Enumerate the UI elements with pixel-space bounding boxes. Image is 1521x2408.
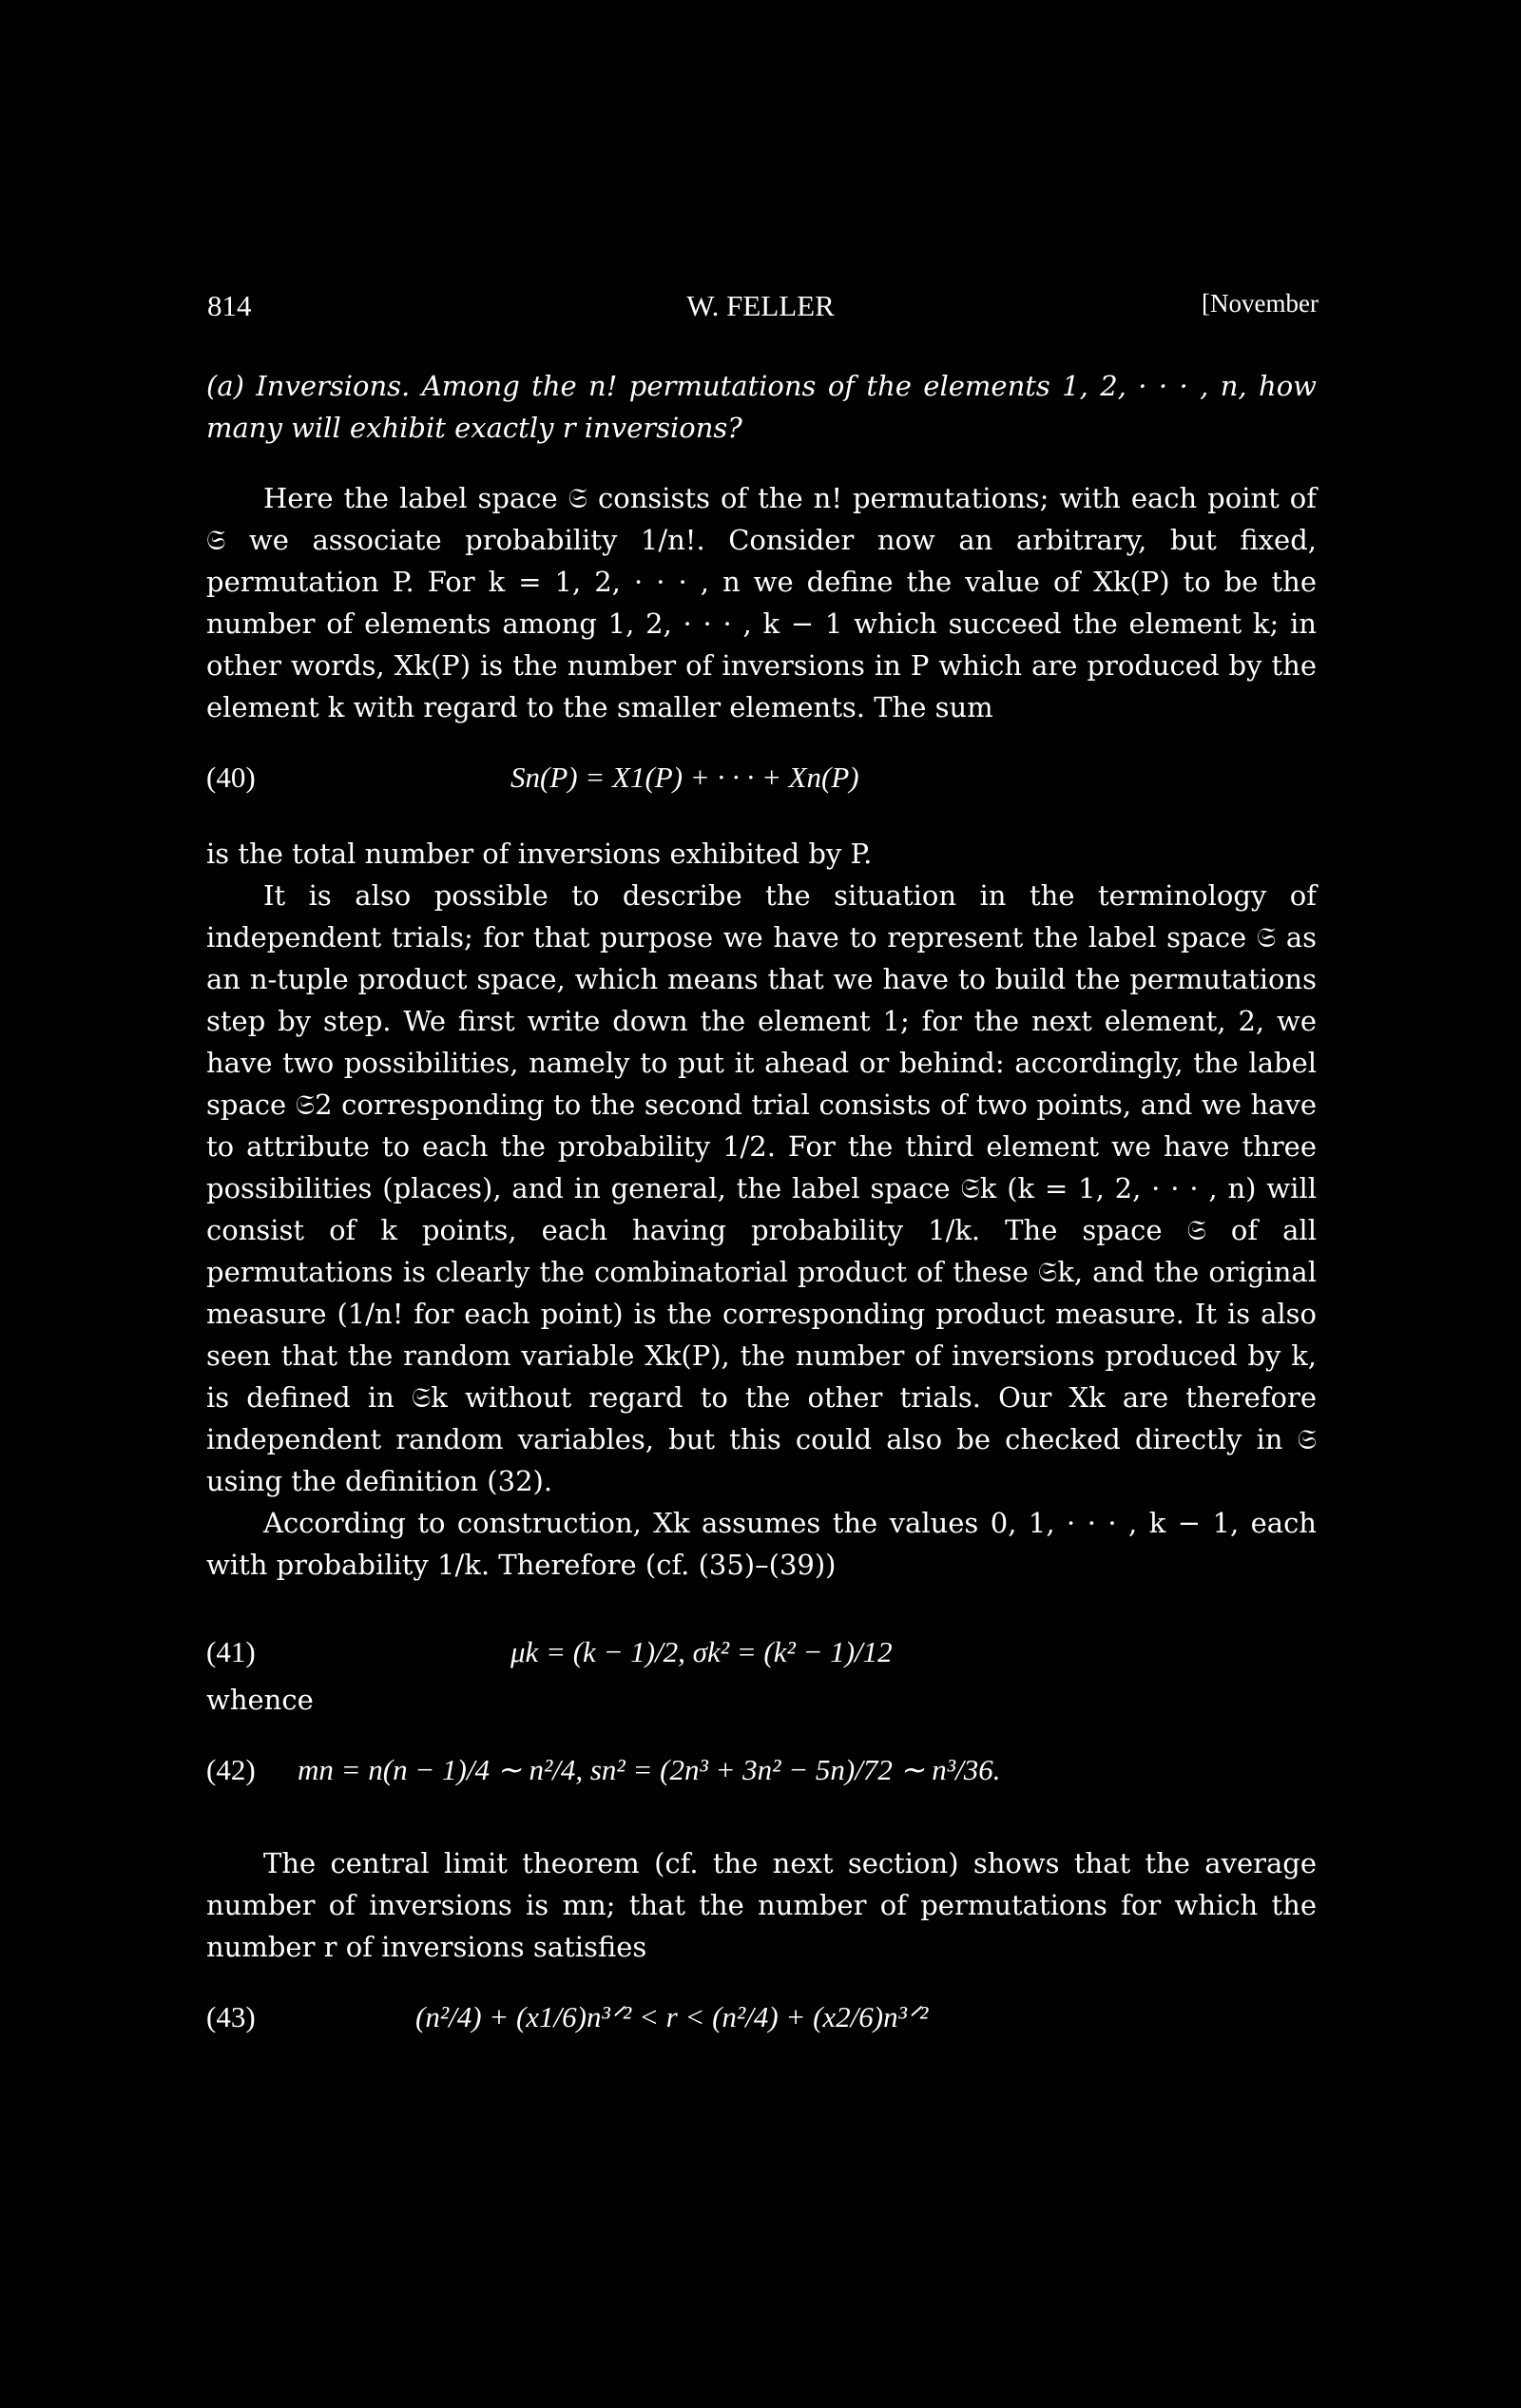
equation-43 [206, 1996, 1317, 2044]
running-head-author: W. FELLER [686, 289, 835, 322]
running-head-date: [November [1202, 289, 1319, 318]
equation-41 [206, 1631, 1317, 1679]
paragraph-independent-trials: It is also possible to describe the situation in the terminology of independent trials; for that purpose we have to represent the label space 𝔖 as an n-tuple product space, which means that we have to build the permutations step by step. We first write down the element 1; for the next element, 2, we have two possibilities, namely to put it ahead or behind: accordingly, the label space 𝔖2 corresponding to the second trial consists of two points, and we have to attribute to each the probability 1/2. For the third element we have three possibilities (places), and in general, the label space 𝔖k (k = 1, 2, · · · , n) will consist of k points, each having probability 1/k. The space 𝔖 of all permutations is clearly the combinatorial product of these 𝔖k, and the original measure (1/n! for each point) is the corresponding product measure. It is also seen that the random variable Xk(P), the number of inversions produced by k, is defined in 𝔖k without regard to the other trials. Our Xk are therefore independent random variables, but this could also be checked directly in 𝔖 using the definition (32). [206, 879, 1317, 1497]
equation-body: μk = (k − 1)/2, σk² = (k² − 1)/12 [510, 1635, 893, 1668]
equation-number: (40) [206, 761, 256, 794]
paragraph-total-number: is the total number of inversions exhibited by P. [206, 838, 873, 870]
paragraph-inversions-question: (a) Inversions. Among the n! permutations of the elements 1, 2, · · · , n, how many will exhibit exactly r inversions? [206, 370, 1317, 444]
equation-number: (43) [206, 2000, 256, 2033]
paragraph-label-space: Here the label space 𝔖 consists of the n! permutations; with each point of 𝔖 we associate probability 1/n!. Consider now an arbitrary, but fixed, permutation P. For k = 1, 2, · · · , n we define the value of Xk(P) to be the number of elements among 1, 2, · · · , k − 1 which succeed the element k; in other words, Xk(P) is the number of inversions in P which are produced by the element k with regard to the smaller elements. The sum [206, 482, 1317, 723]
equation-body: (n²/4) + (x1/6)n³ᐟ² < r < (n²/4) + (x2/6)n³ᐟ² [415, 2000, 929, 2033]
equation-40 [206, 757, 1317, 804]
article-body [206, 365, 1317, 2044]
equation-number: (41) [206, 1635, 256, 1668]
equation-number: (42) [206, 1753, 256, 1786]
equation-body: Sn(P) = X1(P) + · · · + Xn(P) [510, 761, 859, 794]
paragraph-construction: According to construction, Xk assumes the values 0, 1, · · · , k − 1, each with probability 1/k. Therefore (cf. (35)–(39)) [206, 1507, 1317, 1581]
paragraph-central-limit: The central limit theorem (cf. the next section) shows that the average number of inversions is mn; that the number of permutations for which the number r of inversions satisfies [206, 1847, 1317, 1963]
word-whence: whence [206, 1684, 314, 1716]
equation-body: mn = n(n − 1)/4 ∼ n²/4, sn² = (2n³ + 3n² − 5n)/72 ∼ n³/36. [298, 1753, 1001, 1786]
page-number: 814 [207, 289, 252, 322]
equation-42 [206, 1749, 1317, 1797]
